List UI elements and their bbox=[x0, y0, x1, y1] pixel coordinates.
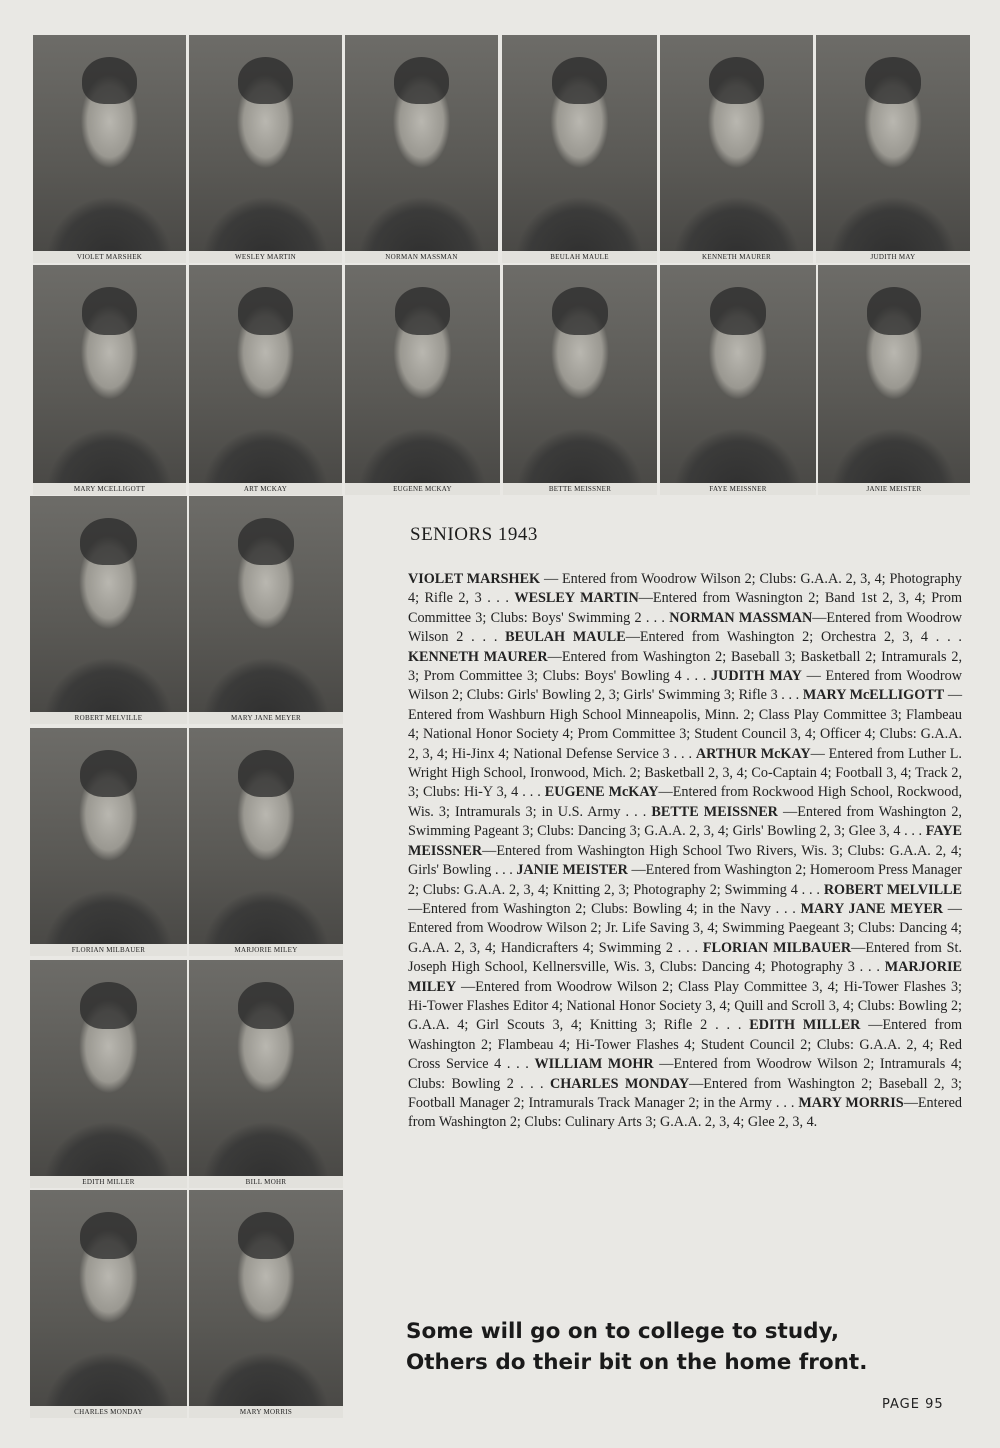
entry-name: MARY JANE MEYER bbox=[800, 900, 944, 917]
portrait-photo bbox=[816, 35, 970, 251]
portrait-eugene-mckay bbox=[345, 265, 500, 495]
entry-name: FAYE MEISSNER bbox=[408, 823, 962, 859]
entry-details: — Entered from Woodrow Wilson 2; Clubs: G.A.A. 2, 3, 4; Photography 4; Rifle 2, 3 . . . bbox=[408, 571, 962, 607]
portrait-caption: MARJORIE MILEY bbox=[234, 946, 298, 954]
portrait-bette-meissner bbox=[503, 265, 657, 495]
portrait-photo bbox=[189, 728, 343, 944]
slogan-line-1: Some will go on to college to study, bbox=[406, 1319, 840, 1344]
portrait-photo bbox=[30, 960, 187, 1176]
portrait-caption: EDITH MILLER bbox=[82, 1178, 135, 1186]
entry-details: —Entered from Washington 2; Clubs: Bowling 4; in the Navy . . . bbox=[408, 900, 801, 917]
portrait-photo bbox=[503, 265, 657, 483]
entry-details: —Entered from Woodrow Wilson 2 . . . bbox=[408, 609, 962, 646]
portrait-norman-massman bbox=[345, 35, 498, 263]
portrait-caption: WESLEY MARTIN bbox=[235, 253, 296, 261]
entry-details: —Entered from Wasnington 2; Band 1st 2, 3, 4; Prom Committee 3; Clubs: Boys' Swimming 2 . . . bbox=[408, 590, 962, 626]
portrait-caption: MARY MORRIS bbox=[239, 1408, 293, 1416]
entry-name: CHARLES MONDAY bbox=[549, 1075, 690, 1092]
portrait-photo bbox=[189, 960, 343, 1176]
entry-name: ARTHUR McKAY bbox=[695, 745, 811, 762]
portrait-photo bbox=[189, 1190, 343, 1406]
portrait-photo bbox=[189, 496, 343, 712]
portrait-photo bbox=[502, 35, 657, 251]
entry-name: EDITH MILLER bbox=[749, 1017, 861, 1034]
portrait-caption: KENNETH MAURER bbox=[702, 253, 771, 261]
portrait-violet-marshek bbox=[33, 35, 186, 263]
portrait-caption: JANIE MEISTER bbox=[866, 485, 922, 493]
entry-name: FLORIAN MILBAUER bbox=[702, 939, 852, 956]
portrait-kenneth-maurer bbox=[660, 35, 813, 263]
portrait-janie-meister bbox=[818, 265, 970, 495]
portrait-mary-morris bbox=[189, 1190, 343, 1418]
entry-name: JANIE MEISTER bbox=[516, 862, 628, 879]
portrait-marjorie-miley bbox=[189, 728, 343, 956]
entry-name: BETTE MEISSNER bbox=[651, 803, 778, 820]
portrait-caption: JUDITH MAY bbox=[870, 253, 916, 261]
entry-name: EUGENE McKAY bbox=[544, 784, 659, 801]
portrait-wesley-martin bbox=[189, 35, 342, 263]
page-number: PAGE 95 bbox=[882, 1397, 944, 1412]
portrait-photo bbox=[660, 265, 816, 483]
portrait-faye-meissner bbox=[660, 265, 816, 495]
portrait-caption: ROBERT MELVILLE bbox=[74, 714, 143, 722]
entry-name: BEULAH MAULE bbox=[505, 629, 626, 646]
portrait-mary-mcelligott bbox=[33, 265, 186, 495]
portrait-caption: BEULAH MAULE bbox=[550, 253, 609, 261]
entry-name: WESLEY MARTIN bbox=[514, 590, 639, 607]
entry-details: —Entered from Washburn High School Minneapolis, Minn. 2; Class Play Committee 3; Flambeau 4; National Honor Society 4; Prom Committee 3; Student Council 3, 4; Officer 4; Clubs: G.A.A. 2, 3, 4; Hi-Jinx 4; National Defense Service 3 . . . bbox=[408, 687, 963, 762]
section-title: SENIORS 1943 bbox=[410, 524, 538, 545]
portrait-caption: BILL MOHR bbox=[245, 1178, 287, 1186]
portrait-caption: FAYE MEISSNER bbox=[709, 485, 767, 493]
entry-name: WILLIAM MOHR bbox=[534, 1056, 654, 1073]
portrait-photo bbox=[30, 496, 187, 712]
portrait-art-mckay bbox=[189, 265, 342, 495]
portrait-photo bbox=[189, 265, 342, 483]
entry-name: ROBERT MELVILLE bbox=[823, 881, 962, 898]
entry-details: —Entered from Washington 2; Homeroom Press Manager 2; Clubs: G.A.A. 2, 3, 4; Knitting 2, 3; Photography 2; Swimming 4 . . . bbox=[408, 862, 962, 898]
portrait-photo bbox=[33, 35, 186, 251]
portrait-caption: CHARLES MONDAY bbox=[74, 1408, 143, 1416]
portrait-photo bbox=[33, 265, 186, 483]
portrait-caption: VIOLET MARSHEK bbox=[76, 253, 143, 261]
entry-details: —Entered from Rockwood High School, Rockwood, Wis. 3; Intramurals 3; in U.S. Army . . . bbox=[408, 784, 962, 820]
senior-entries bbox=[408, 570, 962, 1133]
portrait-beulah-maule bbox=[502, 35, 657, 263]
portrait-caption: FLORIAN MILBAUER bbox=[71, 946, 146, 954]
portrait-bill-mohr bbox=[189, 960, 343, 1188]
portrait-photo bbox=[345, 265, 500, 483]
portrait-photo bbox=[345, 35, 498, 251]
portrait-caption: ART MCKAY bbox=[243, 485, 288, 493]
entry-details: —Entered from Woodrow Wilson 2; Intramurals 4; Clubs: Bowling 2 . . . bbox=[408, 1056, 963, 1092]
portrait-caption: NORMAN MASSMAN bbox=[385, 253, 458, 261]
entry-name: KENNETH MAURER bbox=[408, 648, 548, 665]
portrait-photo bbox=[818, 265, 970, 483]
portrait-caption: MARY MCELLIGOTT bbox=[73, 485, 146, 493]
portrait-mary-jane-meyer bbox=[189, 496, 343, 724]
entry-details: —Entered from Washington 2; Orchestra 2, 3, 4 . . . bbox=[625, 629, 962, 646]
portrait-robert-melville bbox=[30, 496, 187, 724]
portrait-judith-may bbox=[816, 35, 970, 263]
entry-details: —Entered from Woodrow Wilson 2; Class Play Committee 3, 4; Hi-Tower Flashes 3; Hi-Tower Flashes Editor 4; National Honor Society 3, 4; Quill and Scroll 3, 4; Clubs: Bowling 2; G.A.A. 4; Girl Scouts 3, 4; Knitting 3; Rifle 2 . . . bbox=[408, 978, 962, 1034]
entry-details: — Entered from Woodrow Wilson 2; Clubs: Girls' Bowling 2, 3; Girls' Swimming 3; Rifle 3 . . . bbox=[408, 668, 962, 704]
entry-name: VIOLET MARSHEK bbox=[408, 571, 541, 587]
entry-details: —Entered from Woodrow Wilson 2; Jr. Life Saving 3, 4; Swimming Paegeant 3; Clubs: Dancing 4; G.A.A. 2, 3, 4; Handicrafters 4; Swimming 2 . . . bbox=[408, 900, 962, 956]
portrait-photo bbox=[660, 35, 813, 251]
portrait-caption: BETTE MEISSNER bbox=[548, 485, 612, 493]
portrait-caption: MARY JANE MEYER bbox=[231, 714, 301, 722]
entry-details: —Entered from Washington 2; Flambeau 4; Hi-Tower Flashes 4; Student Council 2; Clubs: G.A.A. 2, 4; Red Cross Service 4 . . . bbox=[408, 1017, 963, 1073]
portrait-charles-monday bbox=[30, 1190, 187, 1418]
portrait-photo bbox=[189, 35, 342, 251]
entry-details: —Entered from Washington 2; Clubs: Culinary Arts 3; G.A.A. 2, 3, 4; Glee 2, 3, 4. bbox=[408, 1094, 963, 1131]
entry-name: JUDITH MAY bbox=[711, 668, 802, 685]
slogan bbox=[406, 1316, 867, 1378]
portrait-caption: EUGENE MCKAY bbox=[393, 485, 452, 493]
portrait-florian-milbauer bbox=[30, 728, 187, 956]
portrait-photo bbox=[30, 1190, 187, 1406]
entry-details: —Entered from Washington 2, Swimming Pageant 3; Clubs: Dancing 3; G.A.A. 2, 3, 4; Girls' Bowling 2, 3; Glee 3, 4 . . . bbox=[408, 803, 962, 840]
entry-name: NORMAN MASSMAN bbox=[669, 609, 813, 626]
entry-details: —Entered from St. Joseph High School, Kellnersville, Wis. 3, Clubs: Dancing 4; Photography 3 . . . bbox=[408, 939, 963, 976]
entry-name: MARY MORRIS bbox=[798, 1094, 904, 1111]
portrait-edith-miller bbox=[30, 960, 187, 1188]
entry-name: MARY McELLIGOTT bbox=[802, 687, 945, 704]
slogan-line-2: Others do their bit on the home front. bbox=[406, 1350, 868, 1375]
portrait-photo bbox=[30, 728, 187, 944]
entry-details: —Entered from Washington 2; Baseball 3; Basketball 2; Intramurals 2, 3; Prom Committee 3; Clubs: Boys' Bowling 4 . . . bbox=[408, 648, 962, 685]
entry-details: — Entered from Luther L. Wright High School, Ironwood, Mich. 2; Basketball 2, 3, 4; Co-Captain 4; Football 3, 4; Track 2, 3; Clubs: Hi-Y 3, 4 . . . bbox=[408, 745, 962, 801]
entry-details: —Entered from Washington High School Two Rivers, Wis. 3; Clubs: G.A.A. 2, 4; Girls' Bowling . . . bbox=[408, 842, 962, 879]
entry-name: MARJORIE MILEY bbox=[408, 959, 962, 995]
entry-details: —Entered from Washington 2; Baseball 2, 3; Football Manager 2; Intramurals Track Manager 2; in the Army . . . bbox=[408, 1075, 962, 1111]
